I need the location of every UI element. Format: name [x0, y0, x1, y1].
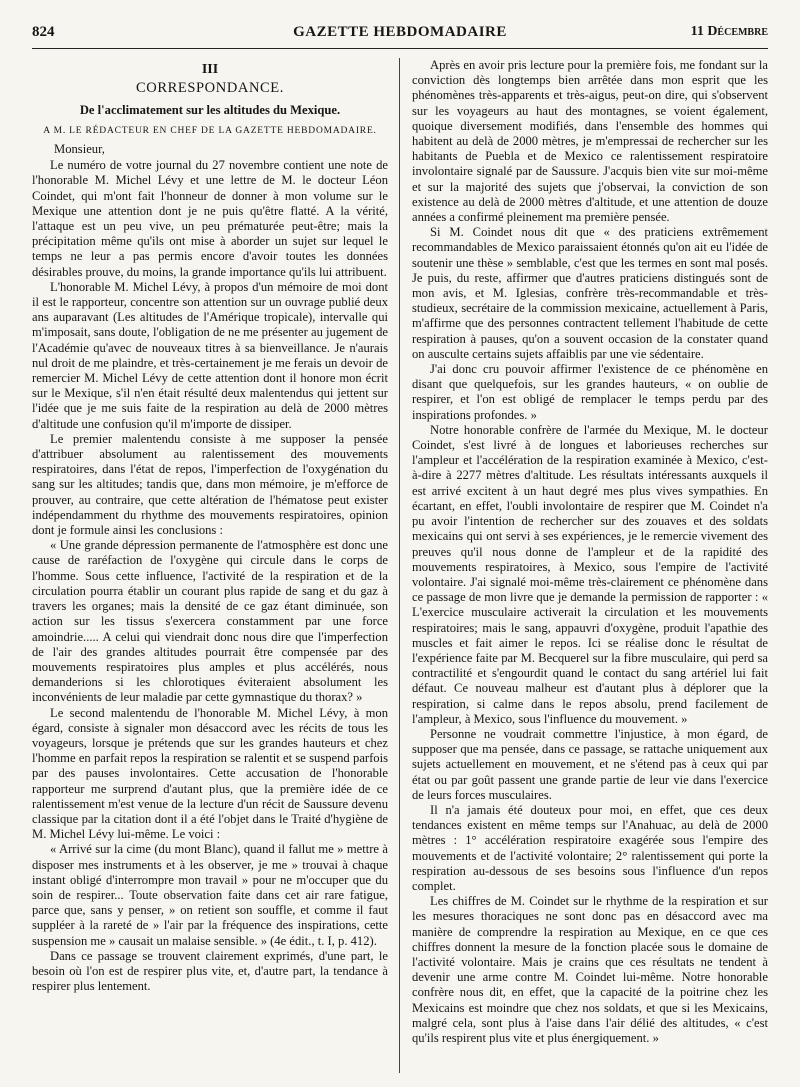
- paragraph: J'ai donc cru pouvoir affirmer l'existence de ce phénomène en disant que quelquefois, sur les grandes hauteurs, « on oublie de respirer, et l'on est obligé de remplacer le temps perdu par des inspirations profondes. »: [412, 362, 768, 422]
- paragraph: Le numéro de votre journal du 27 novembre contient une note de l'honorable M. Michel Lévy et une lettre de M. le docteur Léon Coindet, qui m'ont fait l'honneur de donner à mon volume sur le Mexique une attention dont je ne puis qu'être flatté. A la vérité, l'attaque est un peu vive, un peu prématurée peut-être; mais la précipitation même qu'ils ont mise à aborder un sujet sur lequel le temps ne leur a pas permis encore d'avoir toutes les données désirables prouve, du moins, la grande importance qu'ils lui attribuent.: [32, 158, 388, 279]
- section-title: CORRESPONDANCE.: [136, 80, 284, 96]
- paragraph: Le second malentendu de l'honorable M. Michel Lévy, à mon égard, consiste à signaler mon désaccord avec les récits de tous les voyageurs, lorsque je prétends que sur les grandes hauteurs et chez l'homme en parfait repos la respiration se ralentit et se suspend parfois par des pauses involontaires. Cette accusation de l'honorable rapporteur me surprend d'autant plus, que la première idée de ce ralentissement m'est venue de la lecture d'un récit de Saussure devenu classique par la citation dont il a été l'objet dans le Traité d'hygiène de M. Michel Lévy lui-même. Le voici :: [32, 705, 388, 842]
- paragraph: Les chiffres de M. Coindet sur le rhythme de la respiration et sur les mesures thoraciques ne sont donc pas en désaccord avec ma manière de comprendre la respiration au Mexique, en ce que ces chiffres donnent la mesure de la fonction placée sous le domaine de l'activité volontaire. Mais je crains que ces résultats ne tendent à devenir une arme contre M. Coindet lui-même. Notre honorable confrère nous dit, en effet, que la capacité de la poitrine chez les Mexicains est moindre que chez nos soldats, et que si les Mexicains, malgré cela, sont plus à l'aise dans l'air délié des altitudes, « c'est qu'ils respirent plus vite et plus énergiquement. »: [412, 894, 768, 1045]
- salutation: Monsieur,: [54, 142, 105, 156]
- section-number: III: [201, 62, 219, 77]
- page-header: [32, 20, 768, 49]
- paragraph: Notre honorable confrère de l'armée du Mexique, M. le docteur Coindet, s'est livré à de longues et laborieuses recherches sur l'ampleur et l'accélération de la respiration examinée à Mexico, c'est-à-dire à 2277 mètres d'altitude. Les résultats intéressants auxquels il est arrivé excitent à un haut degré mes plus vives sympathies. En écartant, en effet, l'oubli involontaire de respirer que M. Coindet n'a pu avoir l'intention de rechercher sur des zouaves et des soldats mexicains qui ont servi à ses expériences, je le remercie vivement des preuves qu'il nous donne de l'ampleur et de la rapidité des mouvements respiratoires, à Mexico, sous l'empire de l'activité volontaire. J'ai signalé moi-même très-clairement ce phénomène dans ce passage de mon livre que je demande la permission de rapporter : « L'exercice musculaire activerait la circulation et les mouvements respiratoires; mais le sang, appauvri d'oxygène, produit l'apathie des muscles et fait aimer le repos. Ici se réalise donc le résultat de l'expérience faite par M. Becquerel sur la fibre musculaire, qui perd sa contractilité et s'engourdit quand le contact du sang artériel lui fait défaut. Ce nouveau malheur est d'autant plus à déplorer que la respiration, si calme dans le repos absolu, prend facilement de l'ampleur, à Mexico, sous l'influence du mouvement. »: [412, 422, 768, 726]
- paragraph: L'honorable M. Michel Lévy, à propos d'un mémoire de moi dont il est le rapporteur, concentre son attention sur un ouvrage publié deux ans auparavant (Les altitudes de l'Amérique tropicale), intervalle qui m'imposait, sans doute, l'obligation de ne me présenter au jugement de l'Académie qu'avec de nouveaux titres à sa bienveillance. Je n'aurais nul droit de me plaindre, et très-certainement je me ferais un devoir de remercier M. Michel Lévy de cette attention dont il honore mon écrit sur le Mexique, s'il n'en était résulté deux malentendus qui jettent sur l'idée que je me suis faite de la respiration au delà de 2000 mètres d'altitude une confusion qu'il m'importe de dissiper.: [32, 279, 388, 431]
- journal-title: GAZETTE HEBDOMADAIRE: [293, 24, 507, 40]
- paragraph: Le premier malentendu consiste à me supposer la pensée d'attribuer absolument au ralentissement des mouvements respiratoires, dans l'état de repos, l'imperfection de l'oxygénation du sang sur les altitudes; tandis que, dans mon mémoire, je m'efforce de prouver, au contraire, que cette altération de l'hématose peut exister indépendamment du rhythme des mouvements respiratoires, opinion dont je formule ainsi les conclusions :: [32, 431, 388, 538]
- paragraph: Personne ne voudrait commettre l'injustice, à mon égard, de supposer que ma pensée, dans ce passage, se rattache uniquement aux sujets actuellement en mouvement, et ne s'étend pas à ceux qui par état ou par goût passent une grande partie de leur vie dans l'exercice de leurs forces musculaires.: [412, 726, 768, 802]
- addressee-line: A M. LE RÉDACTEUR EN CHEF DE LA GAZETTE HEBDOMADAIRE.: [43, 126, 377, 136]
- issue-date: 11 Décembre: [690, 24, 768, 39]
- page-number: 824: [32, 24, 55, 40]
- text-columns: [32, 58, 768, 1073]
- paragraph: Il n'a jamais été douteux pour moi, en effet, que ces deux tendances existent en même temps sur l'Anahuac, au delà de 2000 mètres : 1° accélération respiratoire exagérée sous l'empire des mouvements et de l'activité volontaire; 2° ralentissement qui porte la respiration au-dessous de ses besoins sous l'influence d'un repos complet.: [412, 802, 768, 893]
- left-column: [32, 58, 388, 1073]
- column-divider: [399, 58, 400, 1073]
- saussure-quote: « Arrivé sur la cime (du mont Blanc), quand il fallut me » mettre à disposer mes instruments et à les observer, je me » trouvai à chaque instant obligé d'interrompre mon travail » pour ne m'occuper que du soin de respirer... Toute observation faite dans cet air rare fatigue, parce que, sans y penser, » on retient son souffle, et comme il faut suppléer à la rareté de » l'air par la fréquence des inspirations, cette suspension me » causait un malaise sensible. » (4e édit., t. I, p. 412).: [32, 842, 388, 948]
- article-title: De l'acclimatement sur les altitudes du Mexique.: [79, 103, 341, 117]
- quoted-paragraph: « Une grande dépression permanente de l'atmosphère est donc une cause de raréfaction de l'oxygène qui circule dans le corps de l'homme. Sous cette influence, l'activité de la respiration et de la circulation pourra établir un courant plus rapide de sang et du gaz à travers les organes; mais la densité de ce gaz étant diminuée, son action sur les tissus s'exercera constamment par une force amoindrie..... A celui qui viendrait donc nous dire que l'imperfection de l'air des grandes altitudes pourrait être compensée par des mouvements respiratoires plus amples et plus accélérés, nous demanderions si les chlorotiques éviteraient absolument les inconvénients de leur maladie par cette gymnastique du thorax? »: [32, 538, 388, 705]
- paragraph: Après en avoir pris lecture pour la première fois, me fondant sur la conviction dès longtemps bien arrêtée dans mon esprit que les phénomènes très-apparents et très-aigus, peut-on dire, qui s'observent sur les voyageurs au haut des montagnes, se voient également, quoique diversement modifiés, dans l'ensemble des hommes qui habitent au delà de 2000 mètres, je m'empressai de rechercher sur les habitants de Puebla et de Mexico ce ralentissement respiratoire involontaire signalé par de Saussure. J'acquis bien vite sur moi-même et sur la majorité des sujets que j'observai, la conviction de son existence au delà de 2000 mètres d'altitude, et une attention de douze années a confirmé pleinement ma première pensée.: [412, 58, 768, 225]
- paragraph: Si M. Coindet nous dit que « des praticiens extrêmement recommandables de Mexico paraissaient étonnés qu'on ait eu l'idée de soutenir une thèse » semblable, c'est que les termes en sont mal posés. Je puis, du reste, affirmer que d'autres praticiens distingués sont de mon avis, et M. Iglesias, confrère très-recommandable et très-studieux, secrétaire de la commission mexicaine, actuellement à Paris, m'affirme que des personnes contractent tellement l'habitude de cette respiration à pauses, qu'on a souvent occasion de la constater quand on ausculte certains sujets affaiblis par une vie sédentaire.: [412, 225, 768, 361]
- right-column: [412, 58, 768, 1073]
- paragraph: Dans ce passage se trouvent clairement exprimés, d'une part, le besoin où l'on est de respirer plus vite, et, d'autre part, la tendance à respirer plus lentement.: [32, 948, 388, 994]
